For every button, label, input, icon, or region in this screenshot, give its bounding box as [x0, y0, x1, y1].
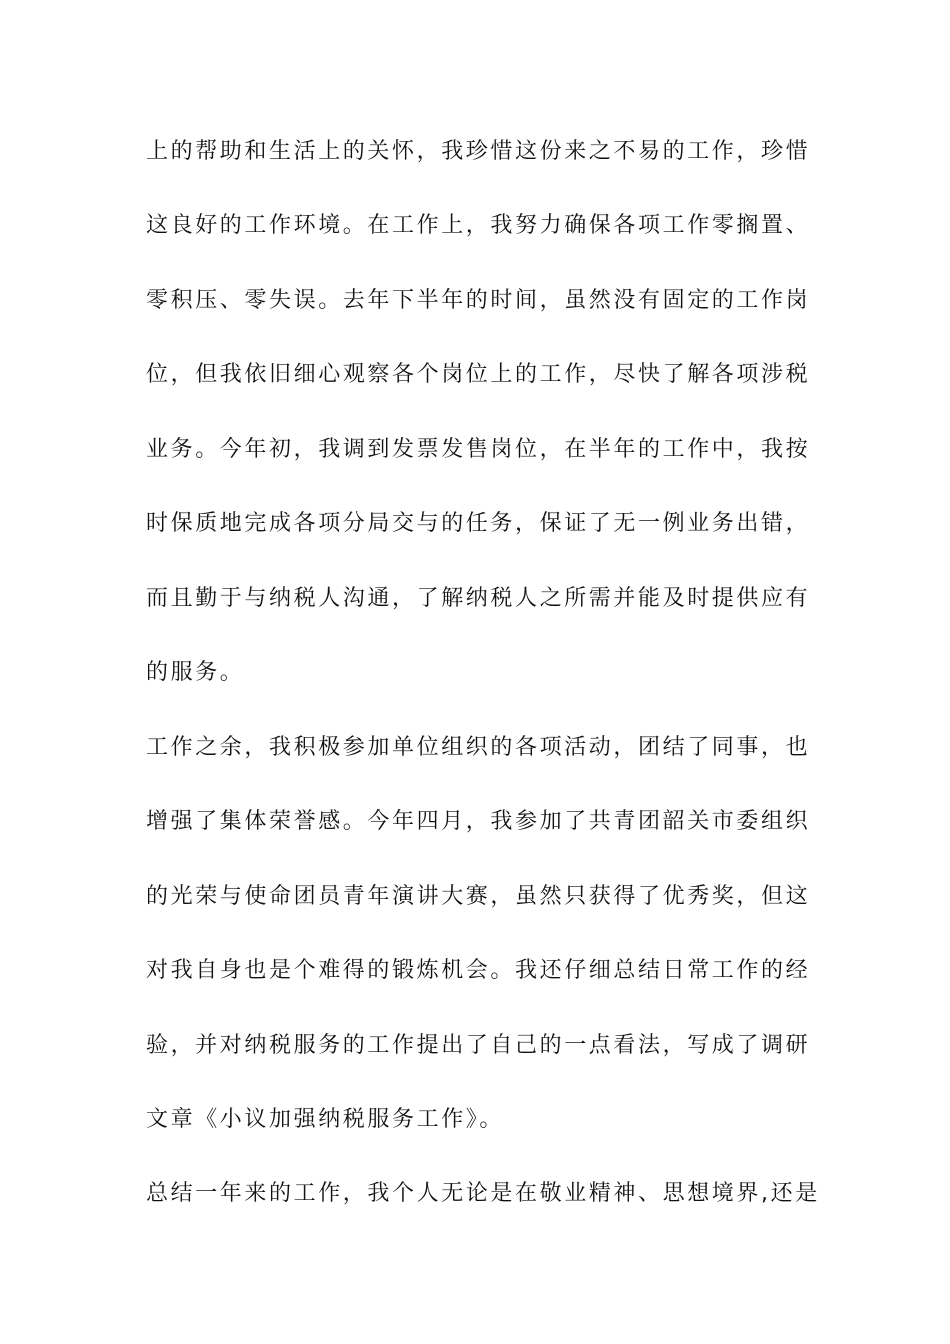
- text-line: 位，但我依旧细心观察各个岗位上的工作，尽快了解各项涉税: [146, 362, 811, 387]
- text-line: 工作之余，我积极参加单位组织的各项活动，团结了同事，也: [146, 735, 811, 760]
- text-line: 验，并对纳税服务的工作提出了自己的一点看法，写成了调研: [146, 1033, 811, 1058]
- text-line: 时保质地完成各项分局交与的任务，保证了无一例业务出错，: [146, 511, 811, 536]
- text-line: 上的帮助和生活上的关怀，我珍惜这份来之不易的工作，珍惜: [146, 139, 811, 164]
- text-line: 的服务。: [146, 660, 245, 685]
- text-line: 总结一年来的工作，我个人无论是在敬业精神、思想境界,还是: [146, 1181, 820, 1206]
- text-line: 业务。今年初，我调到发票发售岗位，在半年的工作中，我按: [146, 437, 811, 462]
- text-line: 增强了集体荣誉感。今年四月，我参加了共青团韶关市委组织: [146, 809, 811, 834]
- text-line: 对我自身也是个难得的锻炼机会。我还仔细总结日常工作的经: [146, 958, 811, 983]
- text-line: 而且勤于与纳税人沟通，了解纳税人之所需并能及时提供应有: [146, 586, 811, 611]
- text-line: 的光荣与使命团员青年演讲大赛，虽然只获得了优秀奖，但这: [146, 884, 811, 909]
- text-line: 这良好的工作环境。在工作上，我努力确保各项工作零搁置、: [146, 213, 811, 238]
- text-line: 零积压、零失误。去年下半年的时间，虽然没有固定的工作岗: [146, 288, 811, 313]
- text-line: 文章《小议加强纳税服务工作》。: [146, 1107, 505, 1132]
